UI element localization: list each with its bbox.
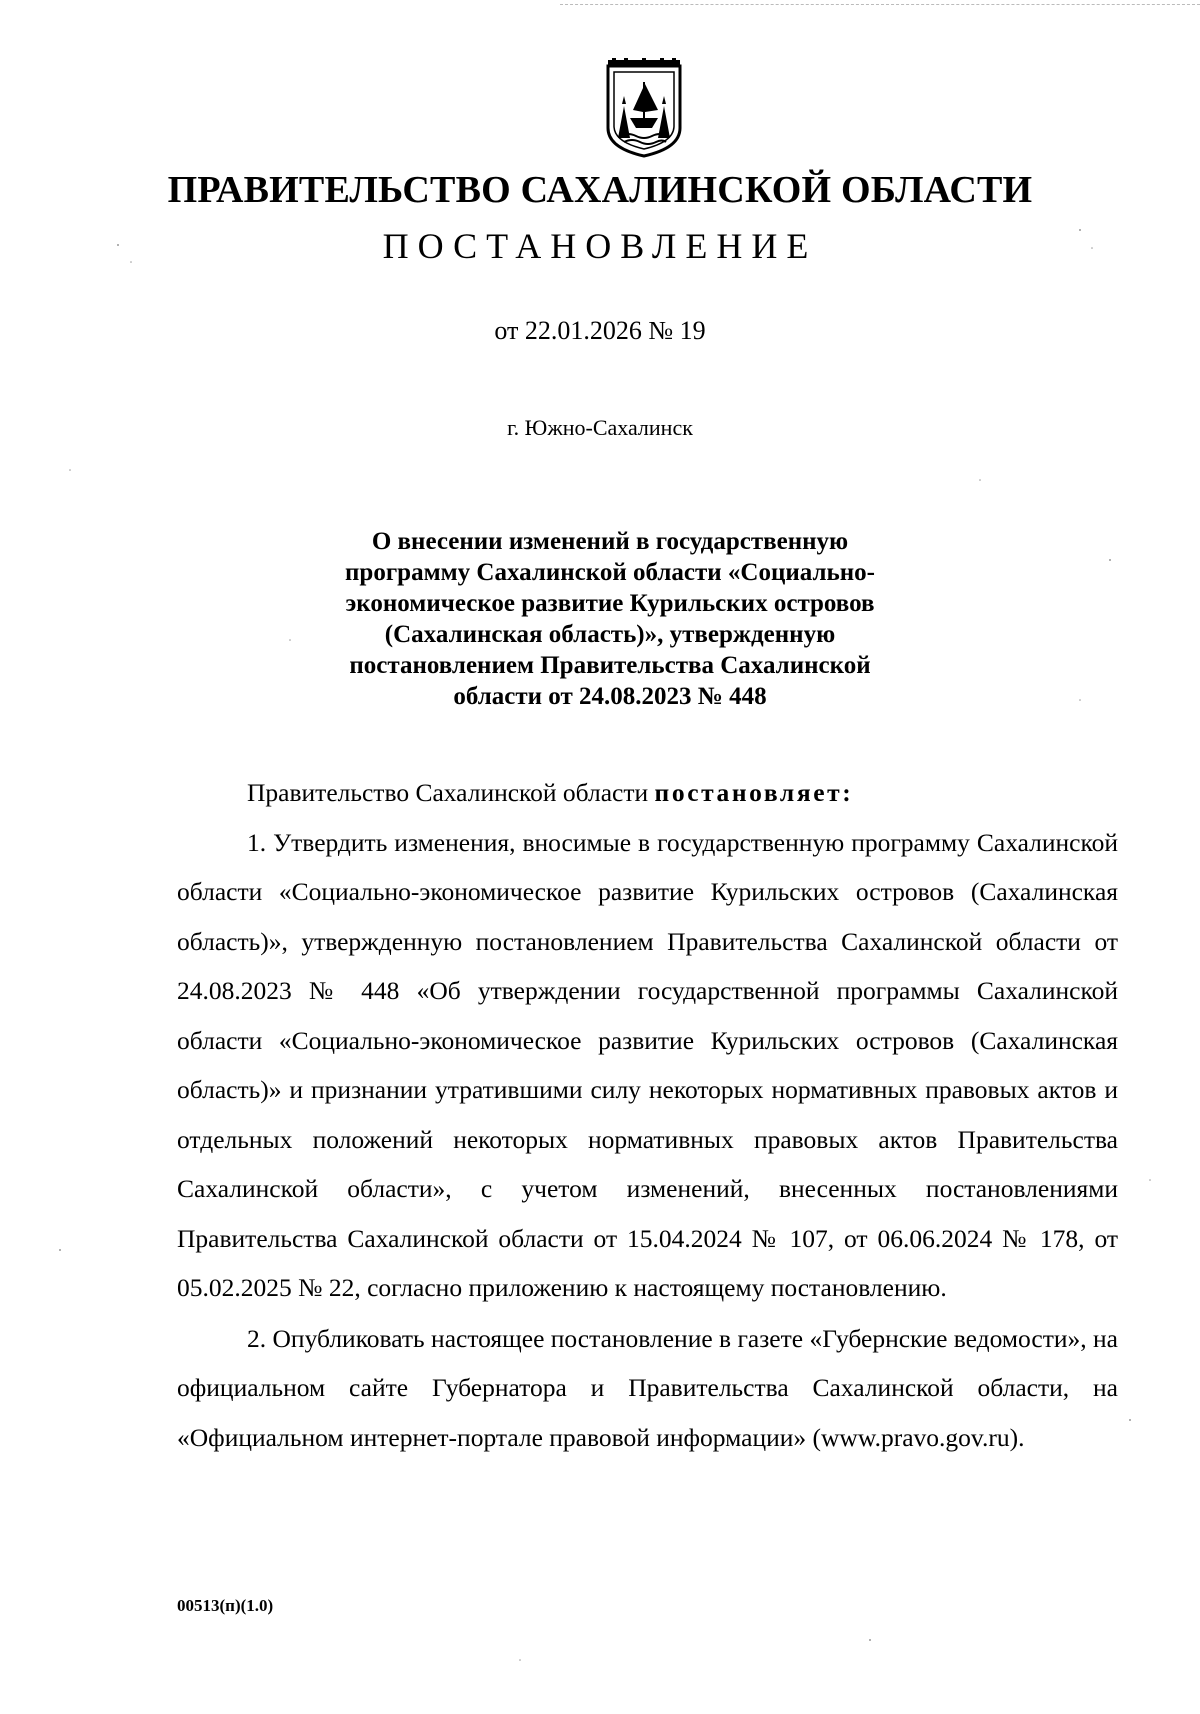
sakhalin-coat-of-arms-icon bbox=[602, 58, 686, 158]
decree-date-number: от 22.01.2026 № 19 bbox=[494, 316, 706, 345]
subject-line: экономическое развитие Курильских островов bbox=[345, 590, 875, 617]
government-title: ПРАВИТЕЛЬСТВО САХАЛИНСКОЙ ОБЛАСТИ bbox=[167, 169, 1033, 211]
decree-subject bbox=[330, 526, 890, 712]
form-code: 00513(п)(1.0) bbox=[177, 1596, 274, 1615]
preamble-verb: постановляет: bbox=[654, 778, 854, 807]
subject-line: постановлением Правительства Сахалинской bbox=[349, 652, 871, 679]
document-type-heading: ПОСТАНОВЛЕНИЕ bbox=[382, 226, 818, 266]
subject-line: (Сахалинская область)», утвержденную bbox=[384, 621, 836, 648]
preamble-paragraph bbox=[177, 768, 1118, 818]
decree-city: г. Южно-Сахалинск bbox=[507, 415, 693, 440]
subject-line: области от 24.08.2023 № 448 bbox=[453, 683, 767, 710]
preamble-text: Правительство Сахалинской области bbox=[247, 778, 649, 807]
scan-edge-line bbox=[560, 4, 1200, 5]
decree-body bbox=[177, 768, 1118, 1462]
item-1-paragraph: 1. Утвердить изменения, вносимые в государственную программу Сахалинской области «Социально-экономическое развитие Курильских островов (Сахалинская область)», утвержденную постановлением Правительства Сахалинской области от 24.08.2023 № 448 «Об утверждении государственной программы Сахалинской области «Социально-экономическое развитие Курильских островов (Сахалинская область)» и признании утратившими силу некоторых нормативных правовых актов и отдельных положений некоторых нормативных правовых актов Правительства Сахалинской области», с учетом изменений, внесенных постановлениями Правительства Сахалинской области от 15.04.2024 № 107, от 06.06.2024 № 178, от 05.02.2025 № 22, согласно приложению к настоящему постановлению. bbox=[177, 827, 1118, 1302]
item-2-paragraph: 2. Опубликовать настоящее постановление в газете «Губернские ведомости», на официальном сайте Губернатора и Правительства Сахалинской области, на «Официальном интернет-портале правовой информации» (www.pravo.gov.ru). bbox=[177, 1323, 1118, 1452]
subject-line: программу Сахалинской области «Социально- bbox=[345, 559, 875, 586]
subject-line: О внесении изменений в государственную bbox=[371, 528, 849, 555]
